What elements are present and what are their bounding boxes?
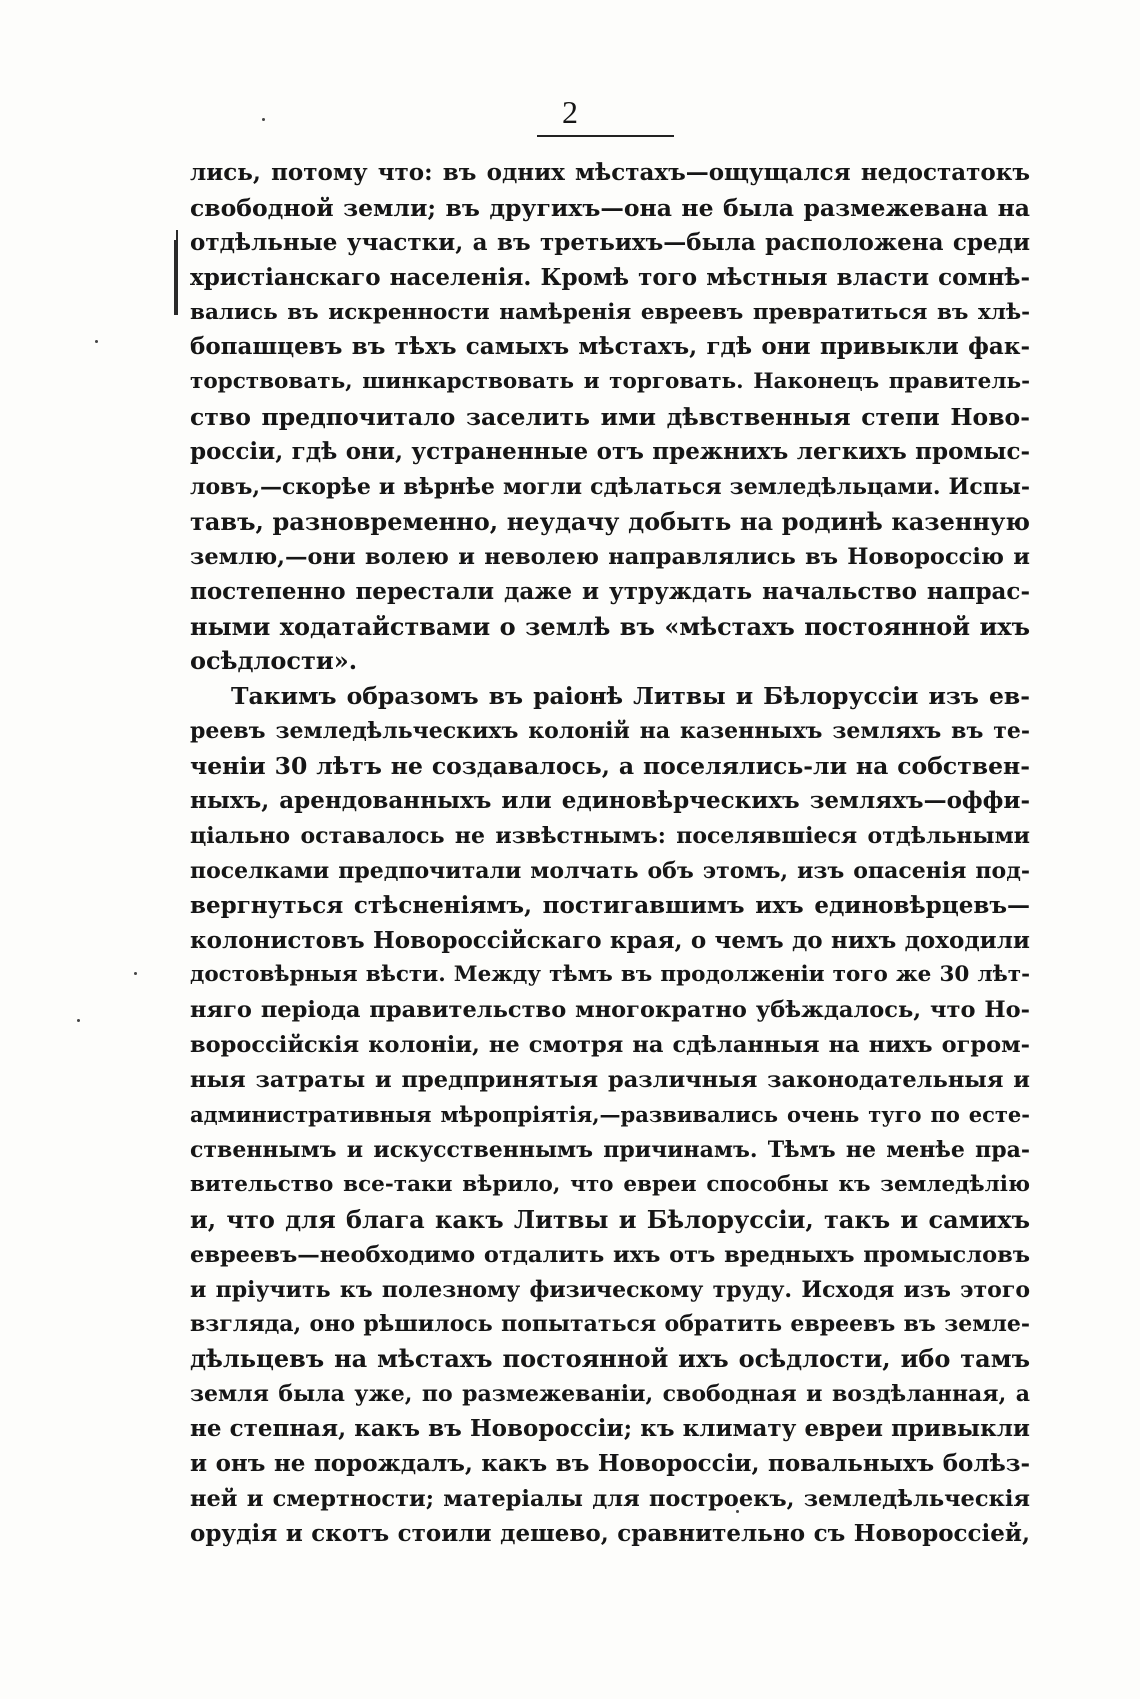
text-line: взгляда, оно рѣшилось попытаться обратить евреевъ въ земле-	[190, 1311, 1030, 1338]
text-line: ней и смертности; матеріалы для построекъ, земледѣльческія	[190, 1485, 1030, 1512]
text-line: орудія и скотъ стоили дешево, сравнительно съ Новороссіей,	[190, 1519, 1030, 1547]
text-line: колонистовъ Новороссійскаго края, о чемъ до нихъ доходили	[190, 926, 1030, 954]
text-line: россіи, гдѣ они, устраненные отъ прежнихъ легкихъ промыс-	[190, 438, 1030, 466]
text-line: не степная, какъ въ Новороссіи; къ климату евреи привыкли	[190, 1415, 1030, 1443]
text-line: Такимъ образомъ въ раіонѣ Литвы и Бѣлоруссіи изъ ев-	[231, 682, 1030, 711]
text-line: няго періода правительство многократно убѣждалось, что Но-	[190, 997, 1030, 1024]
body-text	[190, 156, 1030, 1552]
text-line: ціально оставалось не извѣстнымъ: поселявшіеся отдѣльными	[190, 822, 1030, 849]
text-line: и, что для блага какъ Литвы и Бѣлоруссіи, такъ и самихъ	[190, 1204, 1030, 1234]
text-line: ными ходатайствами о землѣ въ «мѣстахъ постоянной ихъ	[190, 611, 1030, 641]
text-line: вергнуться стѣсненіямъ, постигавшимъ ихъ единовѣрцевъ—	[190, 891, 1030, 919]
text-line: ныя затраты и предпринятыя различныя законодательныя и	[190, 1067, 1030, 1094]
text-line: и онъ не порождалъ, какъ въ Новороссіи, повальныхъ болѣз-	[190, 1449, 1030, 1477]
text-line: христіанскаго населенія. Кромѣ того мѣстныя власти сомнѣ-	[190, 263, 1030, 291]
text-line: дѣльцевъ на мѣстахъ постоянной ихъ осѣдлости, ибо тамъ	[190, 1344, 1030, 1374]
paper-speck	[262, 118, 265, 121]
text-line: евреевъ—необходимо отдалить ихъ отъ вредныхъ промысловъ	[190, 1241, 1030, 1268]
text-line: бопашцевъ въ тѣхъ самыхъ мѣстахъ, гдѣ они привыкли фак-	[190, 333, 1030, 361]
text-line: свободной земли; въ другихъ—она не была размежевана на	[190, 193, 1030, 222]
text-line: вороссійскія колоніи, не смотря на сдѣланныя на нихъ огром-	[190, 1032, 1030, 1059]
text-line: тавъ, разновременно, неудачу добыть на родинѣ казенную	[190, 506, 1030, 536]
text-line: торствовать, шинкарствовать и торговать. Наконецъ правитель-	[190, 369, 1030, 395]
text-line: ныхъ, арендованныхъ или единовѣрческихъ земляхъ—оффи-	[190, 787, 1030, 815]
text-line: земля была уже, по размежеваніи, свободная и воздѣланная, а	[190, 1381, 1030, 1408]
text-line: административныя мѣропріятія,—развивались очень туго по есте-	[190, 1102, 1030, 1128]
text-line: достовѣрныя вѣсти. Между тѣмъ въ продолженіи того же 30 лѣт-	[190, 962, 1030, 988]
margin-bracket-mark	[174, 240, 178, 315]
text-line: ственнымъ и искусственнымъ причинамъ. Тѣмъ не менѣе пра-	[190, 1136, 1030, 1163]
text-line: отдѣльные участки, а въ третьихъ—была расположена среди	[190, 228, 1030, 256]
paper-speck	[95, 340, 98, 343]
paper-speck	[77, 1019, 80, 1022]
paper-speck	[134, 972, 137, 975]
text-line: лись, потому что: въ одних мѣстахъ—ощущался недостатокъ	[190, 159, 1030, 186]
text-line: ство предпочитало заселить ими дѣвственныя степи Ново-	[190, 403, 1030, 432]
text-line: землю,—они волею и неволею направлялись въ Новороссію и	[190, 543, 1030, 570]
text-line: вались въ искренности намѣренія евреевъ превратиться въ хлѣ-	[190, 299, 1030, 325]
text-line: реевъ земледѣльческихъ колоній на казенныхъ земляхъ въ те-	[190, 718, 1030, 745]
text-line: ловъ,—скорѣе и вѣрнѣе могли сдѣлаться земледѣльцами. Испы-	[190, 474, 1030, 501]
text-line: поселками предпочитали молчать объ этомъ, изъ опасенія под-	[190, 857, 1030, 884]
text-line: постепенно перестали даже и утруждать начальство напрас-	[190, 577, 1030, 605]
header-rule	[537, 135, 674, 137]
text-line: и пріучить къ полезному физическому труду. Исходя изъ этого	[190, 1276, 1030, 1303]
paragraph-1	[190, 156, 1030, 679]
text-line: осѣдлости».	[190, 646, 358, 676]
text-line: вительство все-таки вѣрило, что евреи способны къ земледѣлію	[190, 1171, 1030, 1197]
page-number: 2	[562, 94, 578, 130]
text-line: ченіи 30 лѣтъ не создавалось, а поселялись-ли на собствен-	[190, 752, 1030, 781]
paragraph-2	[190, 679, 1030, 1551]
